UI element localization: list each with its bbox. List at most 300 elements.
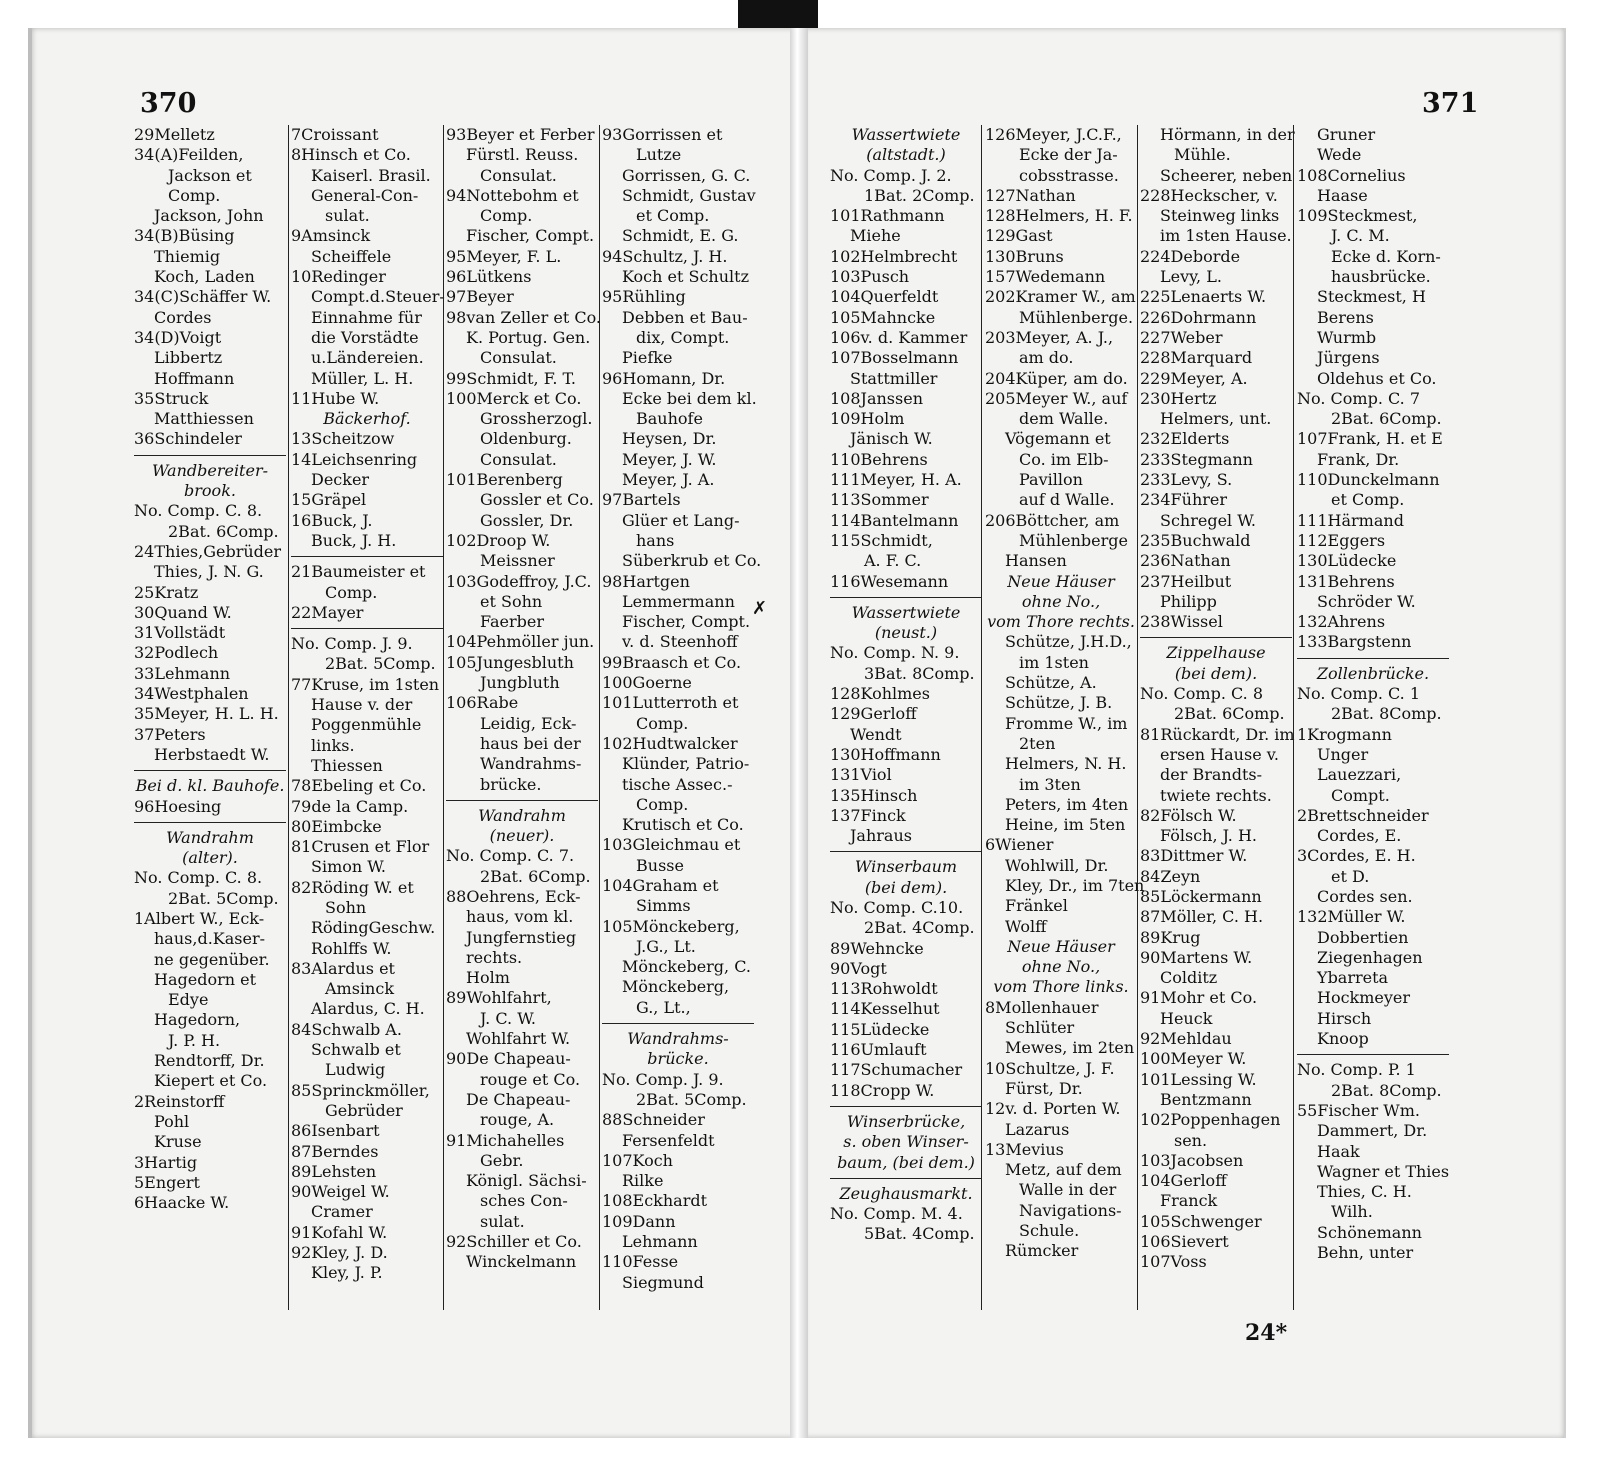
directory-entry-line: Kley, Dr., im 7ten <box>1005 875 1145 895</box>
section-divider <box>830 1101 982 1112</box>
directory-entry-line: Mühlenberge. <box>1019 307 1134 327</box>
directory-entry-line: 127Nathan <box>985 185 1076 205</box>
directory-entry-line: Pohl <box>154 1111 190 1131</box>
directory-entry-line: Jänisch W. <box>850 429 933 449</box>
directory-entry-line: 32Podlech <box>134 643 219 663</box>
street-heading-line: brook. <box>184 481 236 501</box>
street-heading-line: ohne No., <box>1021 957 1101 977</box>
directory-entry-line: Cramer <box>311 1202 373 1222</box>
directory-entry-line: No. Comp. P. 1 <box>1297 1060 1416 1080</box>
directory-entry-line: Sohn <box>325 897 367 917</box>
directory-entry-line: Meissner <box>480 551 555 571</box>
directory-entry-line: haus, vom kl. <box>466 907 574 927</box>
column-rule <box>443 125 444 1310</box>
directory-entry-line: 115Lüdecke <box>830 1019 930 1039</box>
directory-entry-line: tische Assec.- <box>622 774 733 794</box>
directory-entry-line: haus,d.Kaser- <box>154 929 265 949</box>
section-divider <box>602 1018 754 1029</box>
directory-entry-line: 88Schneider <box>602 1110 705 1130</box>
directory-entry-line: No. Comp. C. 7 <box>1297 388 1421 408</box>
directory-entry-line: Poggenmühle <box>311 715 422 735</box>
directory-entry-line: Helmers, unt. <box>1160 409 1272 429</box>
directory-entry-line: Wagner et Thies <box>1317 1161 1450 1181</box>
street-heading-line: (bei dem). <box>1174 663 1258 683</box>
directory-entry-line: Schmidt, Gustav <box>622 185 756 205</box>
directory-entry-line: 232Elderts <box>1140 429 1230 449</box>
directory-entry-line: Königl. Sächsi- <box>466 1171 587 1191</box>
directory-entry-line: 104Pehmöller jun. <box>446 632 595 652</box>
directory-entry-line: Oldehus et Co. <box>1317 368 1437 388</box>
directory-entry-line: 108Eckhardt <box>602 1191 708 1211</box>
street-heading-line: s. oben Winser- <box>843 1132 969 1152</box>
directory-entry-line: Hansen <box>1005 551 1067 571</box>
directory-entry-line: Amsinck <box>325 979 395 999</box>
directory-entry-line: 89Lehsten <box>291 1161 377 1181</box>
directory-entry-line: Jackson et <box>168 165 252 185</box>
directory-entry-line: 14Leichsenring <box>291 449 418 469</box>
directory-entry-line: 128Helmers, H. F. <box>985 206 1133 226</box>
directory-entry-line: No. Comp. J. 2. <box>830 165 952 185</box>
directory-entry-line: Kaiserl. Brasil. <box>311 165 431 185</box>
directory-entry-line: 1Bat. 2Comp. <box>864 185 975 205</box>
directory-entry-line: haus bei der <box>480 733 581 753</box>
directory-entry-line: 230Hertz <box>1140 388 1217 408</box>
directory-entry-line: auf d Walle. <box>1019 490 1115 510</box>
directory-entry-line: 131Behrens <box>1297 571 1395 591</box>
directory-entry-line: 130Bruns <box>985 246 1064 266</box>
directory-entry-line: Cordes <box>154 307 212 327</box>
directory-entry-line: Unger <box>1317 744 1369 764</box>
directory-entry-line: Navigations- <box>1019 1200 1122 1220</box>
directory-entry-line: 114Kesselhut <box>830 999 940 1019</box>
directory-entry-line: De Chapeau- <box>466 1089 571 1109</box>
directory-entry-line: 93Gorrissen et <box>602 125 723 144</box>
directory-entry-line: Kiepert et Co. <box>154 1071 268 1091</box>
directory-entry-line: Ecke d. Korn- <box>1331 246 1441 266</box>
directory-entry-line: Frank, Dr. <box>1317 449 1400 469</box>
directory-entry-line: Pavillon <box>1019 470 1083 490</box>
directory-entry-line: Decker <box>311 470 370 490</box>
directory-entry-line: Hörmann, in der <box>1160 125 1295 144</box>
directory-entry-line: Fromme W., im <box>1005 713 1128 733</box>
directory-entry-line: 111Härmand <box>1297 510 1404 530</box>
directory-entry-line: Heuck <box>1160 1008 1213 1028</box>
directory-entry-line: 87Berndes <box>291 1141 379 1161</box>
directory-entry-line: 224Deborde <box>1140 246 1241 266</box>
binding-clip <box>738 0 818 30</box>
street-heading-line: Neue Häuser <box>1007 936 1115 956</box>
directory-entry-line: 113Rohwoldt <box>830 979 938 999</box>
directory-entry-line: Cordes sen. <box>1317 886 1413 906</box>
directory-entry-line: 7Croissant <box>291 125 379 144</box>
section-divider <box>134 765 286 776</box>
directory-entry-line: 2ten <box>1019 733 1056 753</box>
directory-entry-line: Walle in der <box>1019 1180 1117 1200</box>
directory-entry-line: 108Cornelius <box>1297 165 1406 185</box>
directory-entry-line: 34(B)Büsing <box>134 226 235 246</box>
directory-entry-line: 116Wesemann <box>830 571 949 591</box>
directory-entry-line: 2Bat. 5Comp. <box>325 654 436 674</box>
directory-entry-line: 233Stegmann <box>1140 449 1253 469</box>
directory-entry-line: v. d. Steenhoff <box>622 632 738 652</box>
directory-entry-line: 2Brettschneider <box>1297 805 1429 825</box>
directory-entry-line: links. <box>311 735 355 755</box>
directory-entry-line: 107Koch <box>602 1150 673 1170</box>
directory-column-5 <box>830 125 982 1245</box>
directory-entry-line: 86Isenbart <box>291 1121 380 1141</box>
directory-column-4 <box>602 125 762 1293</box>
directory-entry-line: Schwalb et <box>311 1040 401 1060</box>
directory-entry-line: 2Bat. 5Comp. <box>636 1089 747 1109</box>
street-heading-line: Zollenbrücke. <box>1316 663 1430 683</box>
directory-entry-line: 89Wehncke <box>830 938 924 958</box>
directory-column-1 <box>134 125 286 1213</box>
directory-entry-line: 105Schwenger <box>1140 1211 1262 1231</box>
directory-entry-line: 95Rühling <box>602 287 686 307</box>
directory-entry-line: Ecke der Ja- <box>1019 145 1118 165</box>
directory-entry-line: 34(A)Feilden, <box>134 145 244 165</box>
directory-entry-line: Compt.d.Steuer- <box>311 287 445 307</box>
directory-entry-line: 96Lütkens <box>446 267 532 287</box>
directory-entry-line: 103Godeffroy, J.C. <box>446 571 592 591</box>
directory-entry-line: 2Bat. 6Comp. <box>1174 704 1285 724</box>
directory-entry-line: Alardus, C. H. <box>311 999 425 1019</box>
directory-entry-line: 77Kruse, im 1sten <box>291 674 440 694</box>
directory-entry-line: 88Oehrens, Eck- <box>446 886 581 906</box>
directory-entry-line: hans <box>636 530 675 550</box>
directory-entry-line: sulat. <box>325 206 370 226</box>
directory-entry-line: 101Lessing W. <box>1140 1069 1257 1089</box>
directory-entry-line: Rilke <box>622 1171 664 1191</box>
directory-entry-line: No. Comp. M. 4. <box>830 1204 963 1224</box>
directory-entry-line: 132Ahrens <box>1297 612 1386 632</box>
directory-entry-line: Fränkel <box>1005 896 1068 916</box>
directory-entry-line: Behn, unter <box>1317 1243 1414 1263</box>
directory-entry-line: 99Schmidt, F. T. <box>446 368 576 388</box>
directory-entry-line: Kruse <box>154 1132 202 1152</box>
directory-entry-line: ne gegenüber. <box>154 949 270 969</box>
directory-entry-line: Fischer, Compt. <box>622 612 751 632</box>
directory-entry-line: 24Thies,Gebrüder <box>134 541 282 561</box>
directory-entry-line: 137Finck <box>830 805 906 825</box>
section-divider <box>1297 653 1449 664</box>
directory-entry-line: 237Heilbut <box>1140 571 1232 591</box>
directory-entry-line: 129Gerloff <box>830 704 917 724</box>
directory-entry-line: Mühle. <box>1174 145 1231 165</box>
directory-entry-line: Schönemann <box>1317 1222 1422 1242</box>
directory-entry-line: Lazarus <box>1005 1119 1070 1139</box>
directory-entry-line: Koch, Laden <box>154 267 255 287</box>
directory-entry-line: Kley, J. P. <box>311 1263 383 1283</box>
directory-entry-line: 204Küper, am do. <box>985 368 1128 388</box>
directory-entry-line: Knoop <box>1317 1029 1369 1049</box>
directory-entry-line: 91Mohr et Co. <box>1140 988 1258 1008</box>
street-heading-line: (alter). <box>182 848 238 868</box>
directory-entry-line: Lutze <box>636 145 682 165</box>
directory-entry-line: 2Bat. 8Comp. <box>1331 704 1442 724</box>
directory-entry-line: die Vorstädte <box>311 327 419 347</box>
directory-entry-line: 106v. d. Kammer <box>830 327 968 347</box>
directory-entry-line: der Brandts- <box>1160 765 1262 785</box>
directory-entry-line: sulat. <box>480 1211 525 1231</box>
directory-entry-line: J. P. H. <box>168 1030 221 1050</box>
directory-entry-line: 102Droop W. <box>446 530 551 550</box>
street-heading-line: Bäckerhof. <box>323 409 411 429</box>
directory-entry-line: 92Schiller et Co. <box>446 1232 582 1252</box>
street-heading-line: Neue Häuser <box>1007 571 1115 591</box>
directory-entry-line: 87Möller, C. H. <box>1140 907 1264 927</box>
directory-entry-line: 30Quand W. <box>134 602 232 622</box>
directory-entry-line: 2Bat. 4Comp. <box>864 918 975 938</box>
directory-entry-line: Philipp <box>1160 591 1217 611</box>
directory-entry-line: 92Mehldau <box>1140 1029 1232 1049</box>
street-heading-line: Bei d. kl. Bauhofe. <box>135 776 285 796</box>
directory-entry-line: Gossler, Dr. <box>480 510 574 530</box>
directory-entry-line: Co. im Elb- <box>1019 449 1109 469</box>
directory-entry-line: Gorrissen, G. C. <box>622 165 751 185</box>
column-rule <box>1293 125 1294 1310</box>
directory-entry-line: 229Meyer, A. <box>1140 368 1248 388</box>
directory-entry-line: 55Fischer Wm. <box>1297 1100 1420 1120</box>
directory-entry-line: Comp. <box>168 185 221 205</box>
section-divider <box>134 450 286 461</box>
directory-entry-line: rouge, A. <box>480 1110 555 1130</box>
directory-entry-line: Gossler et Co. <box>480 490 594 510</box>
directory-entry-line: No. Comp. C. 8 <box>1140 684 1264 704</box>
directory-entry-line: Steckmest, H <box>1317 287 1426 307</box>
directory-entry-line: Fersenfeldt <box>622 1130 715 1150</box>
street-heading-line: brücke. <box>647 1049 709 1069</box>
directory-entry-line: 85Löckermann <box>1140 886 1262 906</box>
directory-entry-line: J. C. W. <box>480 1008 536 1028</box>
directory-entry-line: Hirsch <box>1317 1008 1372 1028</box>
directory-entry-line: No. Comp. C. 1 <box>1297 684 1421 704</box>
street-heading-line: Winserbaum <box>854 857 958 877</box>
street-heading-line: (neust.) <box>874 623 938 643</box>
directory-entry-line: Colditz <box>1160 968 1218 988</box>
directory-entry-line: 104Gerloff <box>1140 1171 1227 1191</box>
directory-entry-line: Simon W. <box>311 857 387 877</box>
directory-entry-line: im 1sten <box>1019 652 1089 672</box>
directory-entry-line: 90Vogt <box>830 958 887 978</box>
section-divider <box>830 846 982 857</box>
street-heading-line: (bei dem). <box>864 877 948 897</box>
directory-entry-line: 234Führer <box>1140 490 1228 510</box>
directory-entry-line: 157Wedemann <box>985 267 1106 287</box>
directory-entry-line: Jahraus <box>850 826 912 846</box>
directory-entry-line: 133Bargstenn <box>1297 632 1412 652</box>
directory-entry-line: Schütze, J. B. <box>1005 693 1113 713</box>
directory-entry-line: 118Cropp W. <box>830 1080 935 1100</box>
directory-entry-line: 31Vollstädt <box>134 623 226 643</box>
directory-column-7 <box>1140 125 1295 1273</box>
directory-entry-line: et Comp. <box>636 206 710 226</box>
directory-entry-line: Miehe <box>850 226 901 246</box>
directory-entry-line: Glüer et Lang- <box>622 510 740 530</box>
directory-entry-line: 78Ebeling et Co. <box>291 776 427 796</box>
directory-entry-line: 12v. d. Porten W. <box>985 1099 1121 1119</box>
street-heading-line: vom Thore rechts. <box>987 612 1135 632</box>
directory-entry-line: Steinweg links <box>1160 206 1280 226</box>
directory-entry-line: 100Merck et Co. <box>446 388 582 408</box>
directory-entry-line: Ziegenhagen <box>1317 947 1423 967</box>
directory-entry-line: 238Wissel <box>1140 612 1223 632</box>
directory-entry-line: Hockmeyer <box>1317 988 1411 1008</box>
directory-entry-line: 5Engert <box>134 1172 200 1192</box>
directory-entry-line: 236Nathan <box>1140 551 1231 571</box>
section-divider <box>134 817 286 828</box>
directory-entry-line: Süberkrub et Co. <box>622 551 762 571</box>
directory-entry-line: Mewes, im 2ten <box>1005 1038 1135 1058</box>
directory-entry-line: brücke. <box>480 774 542 794</box>
directory-entry-line: 103Jacobsen <box>1140 1150 1244 1170</box>
directory-entry-line: Jackson, John <box>154 206 264 226</box>
directory-entry-line: 109Steckmest, <box>1297 206 1418 226</box>
directory-entry-line: 225Lenaerts W. <box>1140 287 1267 307</box>
directory-entry-line: Heine, im 5ten <box>1005 815 1126 835</box>
directory-entry-line: 115Schmidt, <box>830 530 933 550</box>
directory-entry-line: Wolff <box>1005 916 1047 936</box>
directory-entry-line: 1Albert W., Eck- <box>134 908 265 928</box>
directory-entry-line: 34(C)Schäffer W. <box>134 287 272 307</box>
directory-entry-line: 105Jungesbluth <box>446 652 574 672</box>
directory-entry-line: Ybarreta <box>1317 968 1389 988</box>
section-divider <box>1140 632 1292 643</box>
directory-entry-line: 106Sievert <box>1140 1232 1229 1252</box>
street-heading-line: (altstadt.) <box>866 145 946 165</box>
directory-entry-line: 135Hinsch <box>830 785 918 805</box>
directory-entry-line: dem Walle. <box>1019 409 1109 429</box>
directory-entry-line: 2Bat. 6Comp. <box>1331 409 1442 429</box>
directory-entry-line: Klünder, Patrio- <box>622 754 750 774</box>
directory-entry-line: 35Struck <box>134 388 209 408</box>
directory-entry-line: 8Hinsch et Co. <box>291 145 411 165</box>
directory-entry-line: 2Bat. 6Comp. <box>480 866 591 886</box>
directory-entry-line: Thiessen <box>311 755 383 775</box>
directory-entry-line: 6Haacke W. <box>134 1193 230 1213</box>
directory-entry-line: Busse <box>636 855 684 875</box>
directory-entry-line: Consulat. <box>480 449 557 469</box>
directory-entry-line: 126Meyer, J.C.F., <box>985 125 1122 144</box>
directory-entry-line: 107Frank, H. et E <box>1297 429 1443 449</box>
directory-entry-line: Müller, L. H. <box>311 368 414 388</box>
directory-entry-line: Hagedorn, <box>154 1010 241 1030</box>
directory-entry-line: Krutisch et Co. <box>622 815 744 835</box>
section-divider <box>830 592 982 603</box>
directory-entry-line: Wohlfahrt W. <box>466 1029 571 1049</box>
directory-entry-line: Consulat. <box>480 348 557 368</box>
directory-entry-line: 3Bat. 8Comp. <box>864 663 975 683</box>
directory-entry-line: Libbertz <box>154 348 223 368</box>
directory-entry-line: 228Marquard <box>1140 348 1253 368</box>
directory-entry-line: Schmidt, E. G. <box>622 226 739 246</box>
directory-entry-line: 101Lutterroth et <box>602 693 739 713</box>
directory-entry-line: Ecke bei dem kl. <box>622 388 757 408</box>
directory-entry-line: 83Alardus et <box>291 958 395 978</box>
directory-entry-line: Hause v. der <box>311 695 413 715</box>
street-heading-line: Wassertwiete <box>851 602 961 622</box>
directory-entry-line: No. Comp. C. 8. <box>134 501 263 521</box>
directory-entry-line: Comp. <box>636 794 689 814</box>
directory-entry-line: Mönckeberg, <box>622 977 730 997</box>
directory-entry-line: 114Bantelmann <box>830 510 959 530</box>
directory-entry-line: Ludwig <box>325 1060 386 1080</box>
directory-entry-line: 16Buck, J. <box>291 510 373 530</box>
directory-entry-line: 130Lüdecke <box>1297 551 1397 571</box>
directory-entry-line: 130Hoffmann <box>830 744 941 764</box>
directory-entry-line: Scheerer, neben <box>1160 165 1293 185</box>
directory-entry-line: 103Gleichmau et <box>602 835 741 855</box>
directory-entry-line: 92Kley, J. D. <box>291 1243 388 1263</box>
section-divider <box>291 623 443 634</box>
directory-entry-line: 10Schultze, J. F. <box>985 1058 1115 1078</box>
directory-entry-line: 203Meyer, A. J., <box>985 327 1114 347</box>
directory-entry-line: Cordes, E. <box>1317 826 1402 846</box>
directory-entry-line: 96Homann, Dr. <box>602 368 726 388</box>
directory-entry-line: 33Lehmann <box>134 663 231 683</box>
directory-entry-line: 91Michahelles <box>446 1130 565 1150</box>
directory-entry-line: Comp. <box>480 206 533 226</box>
directory-entry-line: RödingGeschw. <box>311 918 436 938</box>
section-divider <box>291 551 443 562</box>
directory-entry-line: Scheiffele <box>311 246 392 266</box>
column-rule <box>288 125 289 1310</box>
directory-entry-line: Leidig, Eck- <box>480 713 577 733</box>
directory-entry-line: 132Müller W. <box>1297 907 1406 927</box>
pencil-cross-mark: ✗ <box>752 598 768 619</box>
directory-column-3 <box>446 125 602 1273</box>
directory-entry-line: et Sohn <box>480 591 543 611</box>
directory-entry-line: Koch et Schultz <box>622 267 749 287</box>
directory-entry-line: Schlüter <box>1005 1018 1075 1038</box>
street-heading-line: Wandrahm <box>478 805 566 825</box>
directory-entry-line: Thies, J. N. G. <box>154 562 264 582</box>
directory-entry-line: sen. <box>1174 1130 1208 1150</box>
directory-column-2 <box>291 125 443 1284</box>
directory-entry-line: 107Voss <box>1140 1252 1207 1272</box>
directory-entry-line: 34(D)Voigt <box>134 327 222 347</box>
directory-entry-line: 107Bosselmann <box>830 348 959 368</box>
directory-entry-line: Gruner <box>1317 125 1376 144</box>
directory-entry-line: 105Mahncke <box>830 307 936 327</box>
directory-entry-line: Holm <box>466 968 510 988</box>
directory-entry-line: 111Meyer, H. A. <box>830 470 962 490</box>
directory-entry-line: No. Comp. C. 7. <box>446 846 575 866</box>
directory-entry-line: 89Krug <box>1140 927 1201 947</box>
directory-entry-line: Jürgens <box>1317 348 1380 368</box>
column-rule <box>981 125 982 1310</box>
directory-entry-line: 2Bat. 8Comp. <box>1331 1080 1442 1100</box>
directory-entry-line: Wurmb <box>1317 327 1377 347</box>
directory-entry-line: 6Wiener <box>985 835 1054 855</box>
directory-entry-line: 2Bat. 6Comp. <box>168 521 279 541</box>
directory-entry-line: 15Gräpel <box>291 490 367 510</box>
directory-entry-line: Gebrüder <box>325 1100 403 1120</box>
directory-entry-line: J.G., Lt. <box>636 936 696 956</box>
directory-entry-line: 110Dunckelmann <box>1297 470 1440 490</box>
directory-entry-line: Winckelmann <box>466 1252 577 1272</box>
directory-entry-line: Hagedorn et <box>154 969 257 989</box>
directory-entry-line: Grossherzogl. <box>480 409 593 429</box>
directory-entry-line: 235Buchwald <box>1140 530 1251 550</box>
directory-entry-line: Consulat. <box>480 165 557 185</box>
directory-entry-line: 81Rückardt, Dr. im <box>1140 724 1295 744</box>
directory-entry-line: Meyer, J. W. <box>622 449 717 469</box>
directory-entry-line: 105Mönckeberg, <box>602 916 740 936</box>
directory-entry-line: 205Meyer W., auf <box>985 388 1128 408</box>
directory-entry-line: Simms <box>636 896 691 916</box>
directory-entry-line: 116Umlauft <box>830 1040 927 1060</box>
